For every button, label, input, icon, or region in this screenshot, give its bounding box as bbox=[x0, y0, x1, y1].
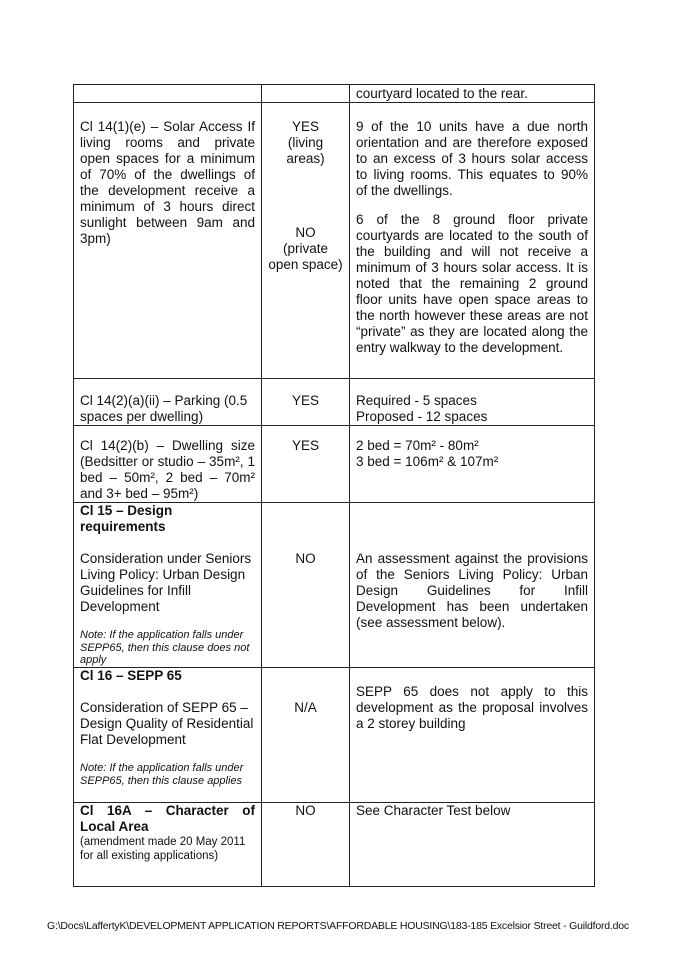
cl16-comment: SEPP 65 does not apply to this development as the proposal involves a 2 storey building bbox=[356, 684, 588, 731]
table-row bbox=[74, 503, 595, 668]
dwelling-size-clause: Cl 14(2)(b) – Dwelling size (Bedsitter or studio – 35m², 1 bed – 50m², 2 bed – 70m² and 3+ bed – 95m²) bbox=[80, 438, 255, 501]
solar-living-comment: 9 of the 10 units have a due north orientation and are therefore exposed to an excess of 3 hours solar access to living rooms. This equates to 90% of the dwellings. bbox=[356, 119, 588, 198]
dwelling-size-compliance: YES bbox=[291, 438, 319, 453]
solar-pos-comment: 6 of the 8 ground floor private courtyards are located to the south of the building and will not receive a minimum of 3 hours solar access. It is noted that the remaining 2 ground floor units have open space areas to the north however these areas are not “private” as they are located along the entry walkway to the development. bbox=[356, 212, 588, 355]
cl16a-heading: Cl 16A – Character of Local Area bbox=[80, 803, 255, 834]
compliance-table bbox=[73, 84, 595, 887]
cl16a-amendment: (amendment made 20 May 2011 for all existing applications) bbox=[80, 836, 246, 862]
parking-compliance: YES bbox=[291, 393, 319, 408]
cl15-clause: Consideration under Seniors Living Policy: Urban Design Guidelines for Infill Development bbox=[80, 551, 252, 614]
table-row bbox=[74, 668, 595, 803]
table-row bbox=[74, 85, 595, 103]
cl16-heading: Cl 16 – SEPP 65 bbox=[80, 668, 182, 683]
dwelling-size-3bed: 3 bed = 106m² & 107m² bbox=[356, 454, 499, 469]
cl16-note: Note: If the application falls under SEPP65, then this clause applies bbox=[80, 762, 244, 787]
table-row bbox=[74, 803, 595, 887]
cl16-compliance: N/A bbox=[294, 700, 317, 715]
parking-clause: Cl 14(2)(a)(ii) – Parking (0.5 spaces per dwelling) bbox=[80, 393, 248, 424]
file-path-footer: G:\Docs\LaffertyK\DEVELOPMENT APPLICATION REPORTS\AFFORDABLE HOUSING\183-185 Excelsior Street - Guildford.doc bbox=[47, 920, 629, 932]
row0-comment: courtyard located to the rear. bbox=[356, 86, 528, 101]
cl15-comment: An assessment against the provisions of the Seniors Living Policy: Urban Design Guidelines for Infill Development has been undertaken (see assessment below). bbox=[356, 551, 588, 630]
table-row bbox=[74, 379, 595, 426]
solar-access-clause: Cl 14(1)(e) – Solar Access If living rooms and private open spaces for a minimum of 70% of the dwellings of the development receive a minimum of 3 hours direct sunlight between 9am and 3pm) bbox=[80, 119, 255, 246]
dwelling-size-2bed: 2 bed = 70m² - 80m² bbox=[356, 438, 479, 453]
parking-proposed: Proposed - 12 spaces bbox=[356, 409, 488, 424]
table-row bbox=[74, 426, 595, 503]
cl16-clause: Consideration of SEPP 65 – Design Quality of Residential Flat Development bbox=[80, 700, 254, 747]
solar-living-compliance: YES bbox=[291, 119, 319, 134]
parking-required: Required - 5 spaces bbox=[356, 393, 477, 408]
cl15-note: Note: If the application falls under SEPP65, then this clause does not apply bbox=[80, 629, 250, 666]
cl15-heading: Cl 15 – Design requirements bbox=[80, 503, 173, 534]
solar-living-qualifier: (living areas) bbox=[286, 135, 325, 166]
solar-pos-qualifier: (private open space) bbox=[268, 241, 343, 272]
cl16a-compliance: NO bbox=[295, 803, 316, 818]
solar-pos-compliance: NO bbox=[295, 225, 316, 240]
table-row bbox=[74, 103, 595, 379]
cl15-compliance: NO bbox=[295, 551, 316, 566]
cl16a-comment: See Character Test below bbox=[356, 803, 511, 818]
